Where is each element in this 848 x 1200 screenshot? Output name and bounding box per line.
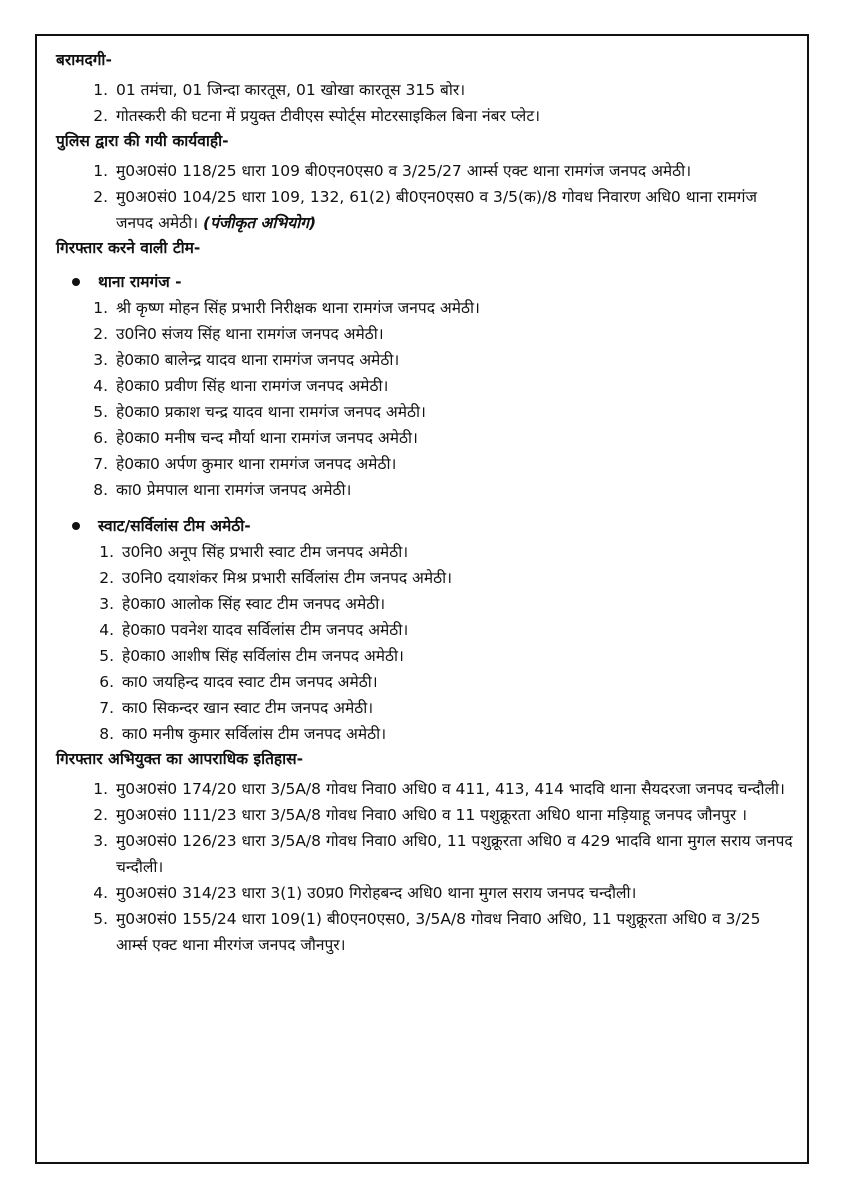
history-case-text: मु0अ0सं0 155/24 धारा 109(1) बी0एन0एस0, 3/5A/8 गोवध निवा0 अधि0, 11 पशुक्रूरता अधि0 व 3/25 आर्म्स एक्ट थाना मीरगंज जनपद जौनपुर। [116,910,761,954]
list-item: 5. हे0का0 प्रकाश चन्द्र यादव थाना रामगंज जनपद अमेठी। [56,399,796,425]
team-member: हे0का0 प्रवीण सिंह थाना रामगंज जनपद अमेठी। [116,377,389,395]
list-item: 8. का0 मनीष कुमार सर्विलांस टीम जनपद अमेठी। [56,721,796,747]
criminal-history-list [56,776,796,958]
list-item: 1. 01 तमंचा, 01 जिन्दा कारतूस, 01 खोखा कारतूस 315 बोर। [56,77,796,103]
team-member: उ0नि0 संजय सिंह थाना रामगंज जनपद अमेठी। [116,325,384,343]
list-item: 2. उ0नि0 संजय सिंह थाना रामगंज जनपद अमेठी। [56,321,796,347]
team-member: उ0नि0 अनूप सिंह प्रभारी स्वाट टीम जनपद अमेठी। [122,543,409,561]
recovery-heading: बरामदगी- [56,51,112,69]
team-member: का0 मनीष कुमार सर्विलांस टीम जनपद अमेठी। [122,725,387,743]
list-item: 4. मु0अ0सं0 314/23 धारा 3(1) उ0प्र0 गिरोहबन्द अधि0 थाना मुगल सराय जनपद चन्दौली। [56,880,796,906]
list-item: 2. मु0अ0सं0 104/25 धारा 109, 132, 61(2) बी0एन0एस0 व 3/5(क)/8 गोवध निवारण अधि0 थाना रामगंज जनपद अमेठी। (पंजीकृत अभियोग) [93,188,758,232]
list-item: 2. गोतस्करी की घटना में प्रयुक्त टीवीएस स्पोर्ट्स मोटरसाइकिल बिना नंबर प्लेट। [56,103,796,129]
criminal-history-heading: गिरफ्तार अभियुक्त का आपराधिक इतिहास- [56,750,304,768]
police-action-list [56,158,796,236]
list-item: 3. हे0का0 बालेन्द्र यादव थाना रामगंज जनपद अमेठी। [56,347,796,373]
list-item: 1. उ0नि0 अनूप सिंह प्रभारी स्वाट टीम जनपद अमेठी। [56,539,796,565]
swat-team-title: स्वाट/सर्विलांस टीम अमेठी- [72,513,796,539]
list-item: 6. हे0का0 मनीष चन्द मौर्या थाना रामगंज जनपद अमेठी। [56,425,796,451]
registered-case-note: (पंजीकृत अभियोग) [203,214,317,232]
list-item: 4. हे0का0 पवनेश यादव सर्विलांस टीम जनपद अमेठी। [56,617,796,643]
recovery-item-text: गोतस्करी की घटना में प्रयुक्त टीवीएस स्पोर्ट्स मोटरसाइकिल बिना नंबर प्लेट। [116,107,540,125]
bullet-icon [72,522,80,530]
list-item: 3. मु0अ0सं0 126/23 धारा 3/5A/8 गोवध निवा0 अधि0, 11 पशुक्रूरता अधि0 व 429 भादवि थाना मुगल सराय जनपद चन्दौली। [56,828,796,880]
team-member: हे0का0 अर्पण कुमार थाना रामगंज जनपद अमेठी। [116,455,397,473]
document-body [56,48,796,958]
recovery-list [56,77,796,129]
list-item: 6. का0 जयहिन्द यादव स्वाट टीम जनपद अमेठी। [56,669,796,695]
team-member: उ0नि0 दयाशंकर मिश्र प्रभारी सर्विलांस टीम जनपद अमेठी। [122,569,453,587]
list-item: 7. हे0का0 अर्पण कुमार थाना रामगंज जनपद अमेठी। [56,451,796,477]
team-member: हे0का0 पवनेश यादव सर्विलांस टीम जनपद अमेठी। [122,621,409,639]
history-case-text: मु0अ0सं0 111/23 धारा 3/5A/8 गोवध निवा0 अधि0 व 11 पशुक्रूरता अधि0 थाना मड़ियाहू जनपद जौनपुर । [116,806,748,824]
police-action-heading: पुलिस द्वारा की गयी कार्यवाही- [56,132,229,150]
team-member: हे0का0 मनीष चन्द मौर्या थाना रामगंज जनपद अमेठी। [116,429,418,447]
team-member: का0 प्रेमपाल थाना रामगंज जनपद अमेठी। [116,481,352,499]
team-member: का0 जयहिन्द यादव स्वाट टीम जनपद अमेठी। [122,673,378,691]
list-item: 1. श्री कृष्ण मोहन सिंह प्रभारी निरीक्षक थाना रामगंज जनपद अमेठी। [56,295,796,321]
list-item: 1. मु0अ0सं0 174/20 धारा 3/5A/8 गोवध निवा0 अधि0 व 411, 413, 414 भादवि थाना सैयदरजा जनपद चन्दौली। [56,776,796,802]
case-text: मु0अ0सं0 104/25 धारा 109, 132, 61(2) बी0एन0एस0 व 3/5(क)/8 गोवध निवारण अधि0 थाना रामगंज जनपद अमेठी। [116,188,758,232]
team-member: श्री कृष्ण मोहन सिंह प्रभारी निरीक्षक थाना रामगंज जनपद अमेठी। [116,299,480,317]
swat-team-list [56,539,796,747]
history-case-text: मु0अ0सं0 126/23 धारा 3/5A/8 गोवध निवा0 अधि0, 11 पशुक्रूरता अधि0 व 429 भादवि थाना मुगल सराय जनपद चन्दौली। [116,832,793,876]
list-item: 4. हे0का0 प्रवीण सिंह थाना रामगंज जनपद अमेठी। [56,373,796,399]
ramganj-team-list [56,295,796,503]
list-item: 1. मु0अ0सं0 118/25 धारा 109 बी0एन0एस0 व 3/25/27 आर्म्स एक्ट थाना रामगंज जनपद अमेठी। [56,158,796,184]
bullet-icon [72,278,80,286]
list-item: 5. हे0का0 आशीष सिंह सर्विलांस टीम जनपद अमेठी। [56,643,796,669]
history-case-text: मु0अ0सं0 314/23 धारा 3(1) उ0प्र0 गिरोहबन्द अधि0 थाना मुगल सराय जनपद चन्दौली। [116,884,637,902]
list-item: 3. हे0का0 आलोक सिंह स्वाट टीम जनपद अमेठी। [56,591,796,617]
team-member: का0 सिकन्दर खान स्वाट टीम जनपद अमेठी। [122,699,374,717]
recovery-item-text: 01 तमंचा, 01 जिन्दा कारतूस, 01 खोखा कारतूस 315 बोर। [116,81,466,99]
arrest-team-heading: गिरफ्तार करने वाली टीम- [56,239,201,257]
list-item: 5. मु0अ0सं0 155/24 धारा 109(1) बी0एन0एस0, 3/5A/8 गोवध निवा0 अधि0, 11 पशुक्रूरता अधि0 व 3/25 आर्म्स एक्ट थाना मीरगंज जनपद जौनपुर। [56,906,796,958]
case-text: मु0अ0सं0 118/25 धारा 109 बी0एन0एस0 व 3/25/27 आर्म्स एक्ट थाना रामगंज जनपद अमेठी। [116,162,692,180]
list-item: 2. मु0अ0सं0 111/23 धारा 3/5A/8 गोवध निवा0 अधि0 व 11 पशुक्रूरता अधि0 थाना मड़ियाहू जनपद जौनपुर । [56,802,796,828]
history-case-text: मु0अ0सं0 174/20 धारा 3/5A/8 गोवध निवा0 अधि0 व 411, 413, 414 भादवि थाना सैयदरजा जनपद चन्दौली। [116,780,785,798]
team-member: हे0का0 आलोक सिंह स्वाट टीम जनपद अमेठी। [122,595,386,613]
list-item: 8. का0 प्रेमपाल थाना रामगंज जनपद अमेठी। [56,477,796,503]
list-item: 7. का0 सिकन्दर खान स्वाट टीम जनपद अमेठी। [56,695,796,721]
team-member: हे0का0 आशीष सिंह सर्विलांस टीम जनपद अमेठी। [122,647,404,665]
ramganj-team-title: थाना रामगंज - [72,269,796,295]
list-item: 2. उ0नि0 दयाशंकर मिश्र प्रभारी सर्विलांस टीम जनपद अमेठी। [56,565,796,591]
team-member: हे0का0 बालेन्द्र यादव थाना रामगंज जनपद अमेठी। [116,351,400,369]
team-member: हे0का0 प्रकाश चन्द्र यादव थाना रामगंज जनपद अमेठी। [116,403,426,421]
